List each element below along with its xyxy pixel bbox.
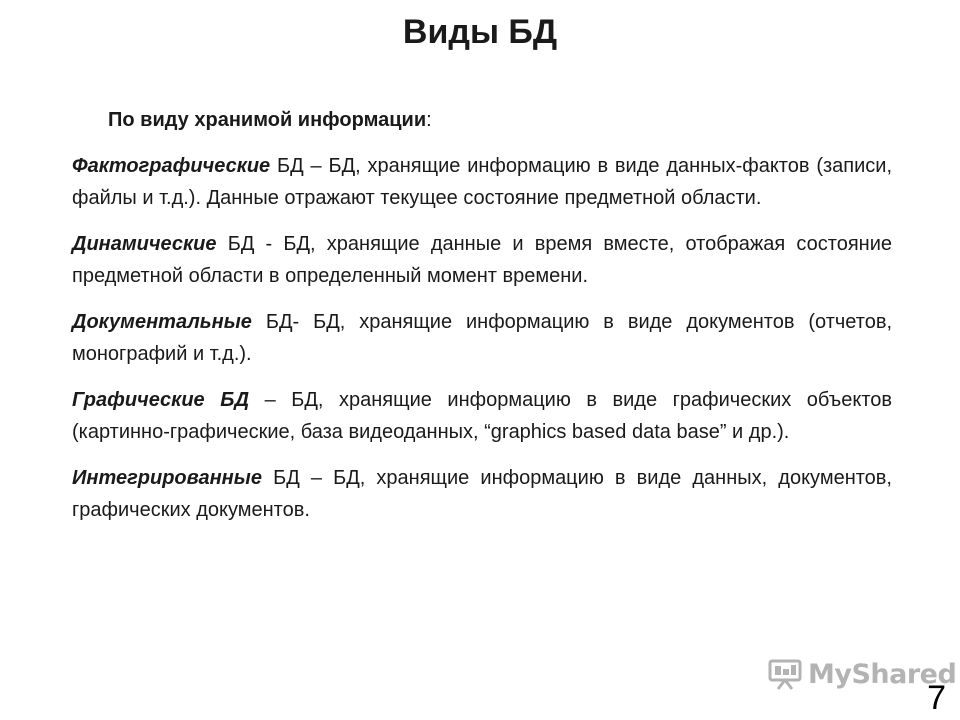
paragraph-documentary <box>72 306 892 370</box>
text-factographic: БД – БД, хранящие информацию в виде данных-фактов (записи, файлы и т.д.). Данные отражают текущее состояние предметной области. <box>72 155 892 209</box>
term-graphic: Графические БД <box>72 389 250 411</box>
slide-content <box>72 104 892 540</box>
term-factographic: Фактографические <box>72 155 271 177</box>
paragraph-graphic <box>72 384 892 448</box>
section-subtitle <box>72 104 892 136</box>
text-documentary: БД- БД, хранящие информацию в виде документов (отчетов, монографий и т.д.). <box>72 311 892 365</box>
text-integrated: БД – БД, хранящие информацию в виде данных, документов, графических документов. <box>72 467 892 521</box>
term-integrated: Интегрированные <box>72 467 262 489</box>
paragraph-integrated <box>72 462 892 526</box>
subtitle-colon: : <box>426 109 432 131</box>
presentation-board-icon <box>768 658 802 690</box>
watermark-text: MyShared <box>808 658 957 690</box>
subtitle-bold: По виду хранимой информации <box>108 109 427 131</box>
text-graphic: – БД, хранящие информацию в виде графических объектов (картинно-графические, база видеоданных, “graphics based data base” и др.). <box>72 389 893 443</box>
text-dynamic: БД - БД, хранящие данные и время вместе, отображая состояние предметной области в определенный момент времени. <box>72 233 892 287</box>
paragraph-dynamic <box>72 228 892 292</box>
term-dynamic: Динамические <box>72 233 217 255</box>
slide-title: Виды БД <box>402 13 558 51</box>
page-number: 7 <box>927 679 946 717</box>
paragraph-factographic <box>72 150 892 214</box>
term-documentary: Документальные <box>72 311 252 333</box>
